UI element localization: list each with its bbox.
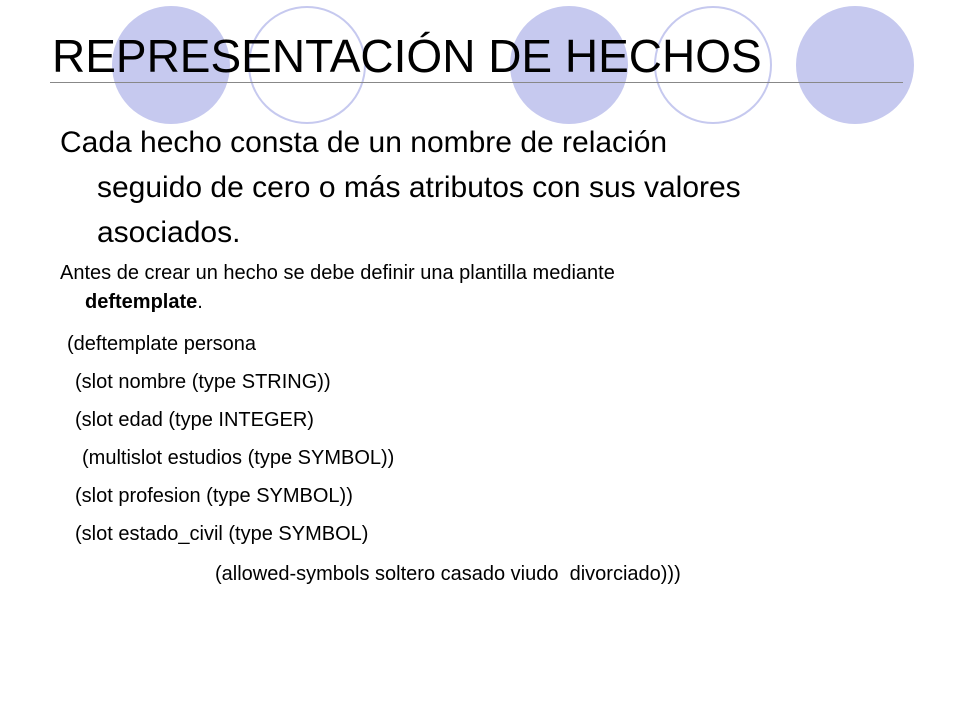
code-line: (deftemplate persona <box>67 333 257 355</box>
paragraph-line: asociados. <box>97 216 241 249</box>
decorative-circle <box>796 6 914 124</box>
deftemplate-keyword: deftemplate <box>85 291 198 313</box>
keyword-suffix: . <box>197 291 203 313</box>
paragraph-line: seguido de cero o más atributos con sus valores <box>97 171 741 204</box>
title-underline <box>50 82 903 83</box>
secondary-paragraph <box>60 259 920 317</box>
code-line: (slot edad (type INTEGER) <box>75 409 314 431</box>
paragraph-line: Antes de crear un hecho se debe definir una plantilla mediante <box>60 262 615 284</box>
code-line: (multislot estudios (type SYMBOL)) <box>82 447 395 469</box>
code-line: (slot estado_civil (type SYMBOL) <box>75 523 369 545</box>
paragraph-line: Cada hecho consta de un nombre de relación <box>60 126 668 159</box>
code-line: (slot profesion (type SYMBOL)) <box>75 485 353 507</box>
main-paragraph <box>60 120 920 255</box>
paragraph-line <box>60 288 920 317</box>
code-line: (allowed-symbols soltero casado viudo divorciado))) <box>215 563 681 585</box>
code-line: (slot nombre (type STRING)) <box>75 371 331 393</box>
slide-title: REPRESENTACIÓN DE HECHOS <box>52 30 762 82</box>
